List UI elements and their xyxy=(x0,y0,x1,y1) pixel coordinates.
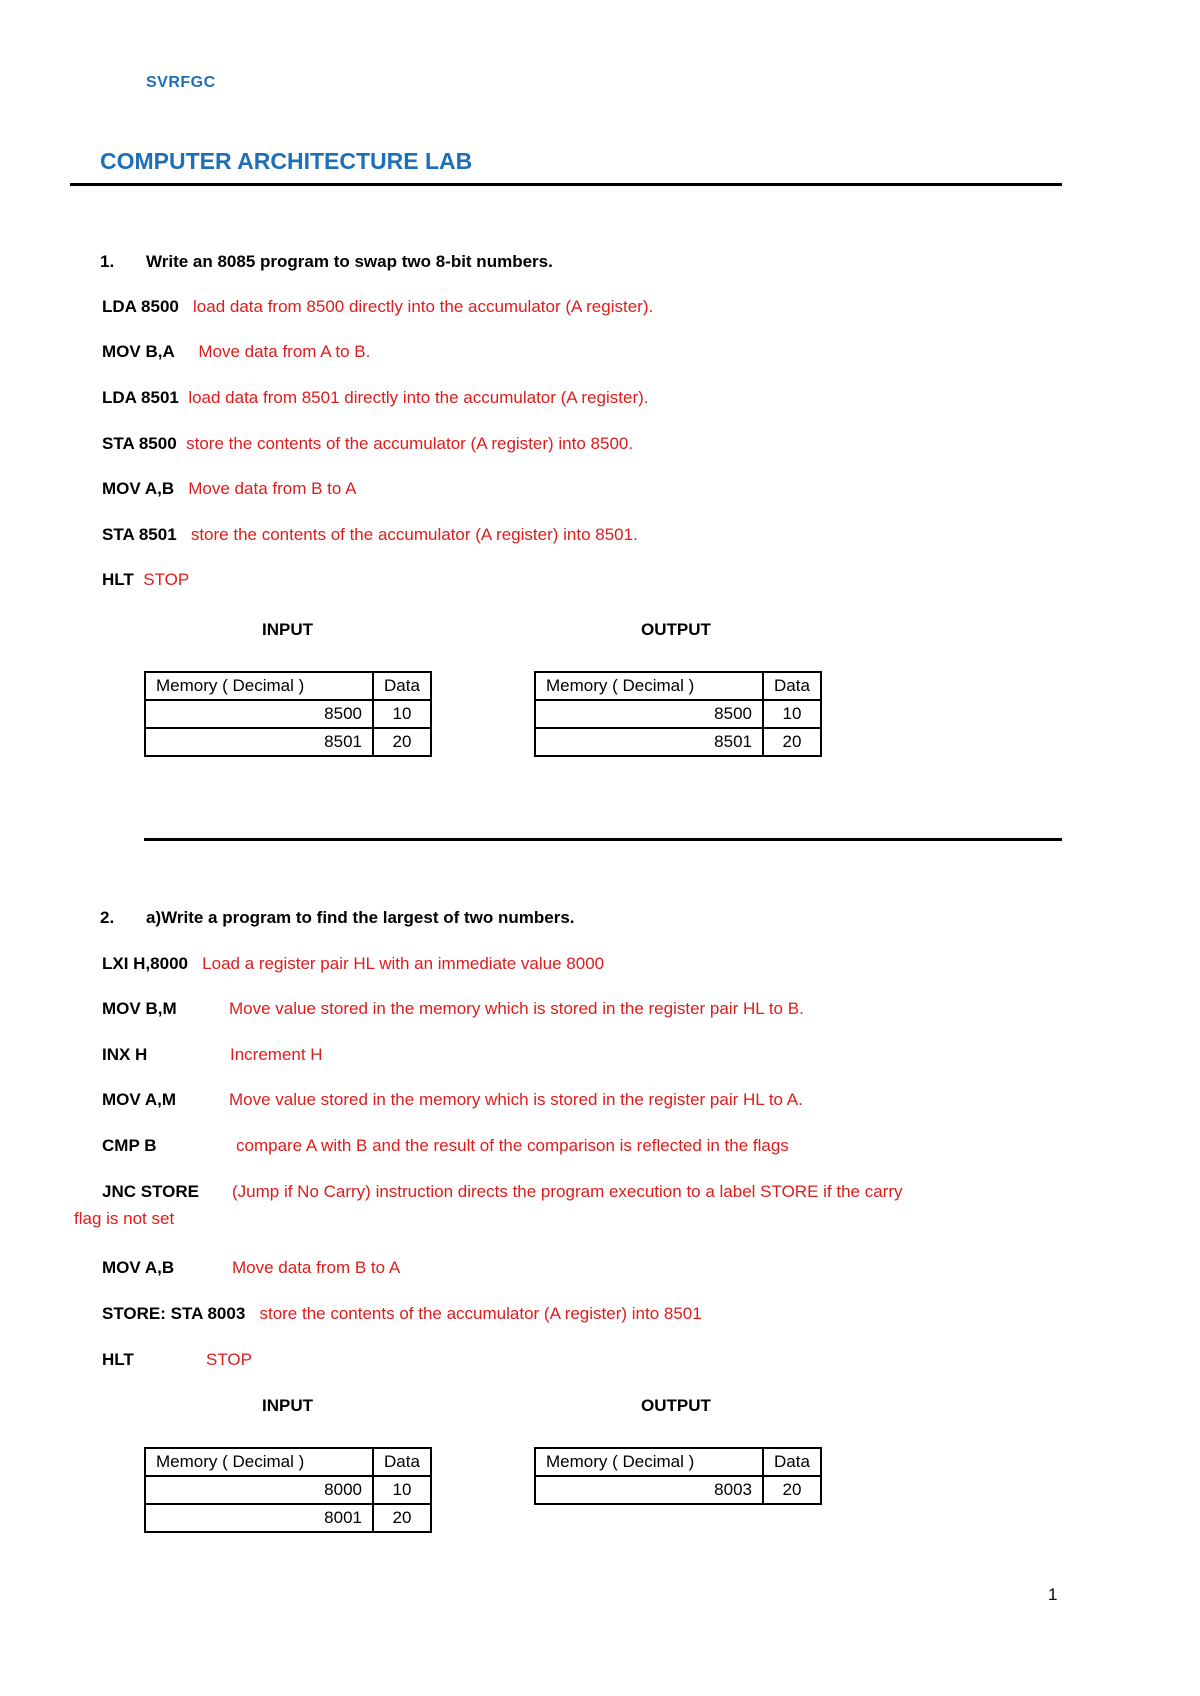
instruction-code: HLT xyxy=(102,570,134,589)
instruction-code: HLT xyxy=(102,1350,134,1369)
q2-comment xyxy=(206,1350,252,1370)
instruction-comment: STOP xyxy=(143,570,190,589)
instruction-code: LDA 8501 xyxy=(102,388,179,407)
column-header: Memory ( Decimal ) xyxy=(535,672,763,700)
instruction-comment: (Jump if No Carry) instruction directs the program execution to a label STORE if the carry xyxy=(232,1182,903,1201)
memory-cell: 8003 xyxy=(535,1476,763,1504)
table-row xyxy=(145,728,431,756)
q1-line xyxy=(102,297,653,317)
q2-heading: a)Write a program to find the largest of two numbers. xyxy=(146,908,575,927)
instruction-code: STA 8501 xyxy=(102,525,177,544)
instruction-code: LXI H,8000 xyxy=(102,954,188,973)
q2-input-table xyxy=(144,1447,432,1533)
column-header: Data xyxy=(763,1448,821,1476)
instruction-comment: store the contents of the accumulator (A register) into 8500. xyxy=(186,434,634,453)
column-header: Memory ( Decimal ) xyxy=(145,1448,373,1476)
title-divider xyxy=(70,183,1062,186)
instruction-comment: Move value stored in the memory which is stored in the register pair HL to B. xyxy=(229,999,804,1018)
q1-input-table xyxy=(144,671,432,757)
q1-number: 1. xyxy=(100,252,115,271)
data-cell: 20 xyxy=(763,728,821,756)
memory-cell: 8501 xyxy=(535,728,763,756)
instruction-code: JNC STORE xyxy=(102,1182,199,1201)
instruction-comment: Increment H xyxy=(230,1045,323,1064)
table-row xyxy=(145,700,431,728)
data-cell: 20 xyxy=(373,1504,431,1532)
table-header-row xyxy=(145,1448,431,1476)
input-caption: INPUT xyxy=(262,1396,313,1415)
instruction-code: CMP B xyxy=(102,1136,157,1155)
q2-line xyxy=(102,1258,174,1278)
table-row xyxy=(535,1476,821,1504)
instruction-comment: Load a register pair HL with an immediate value 8000 xyxy=(202,954,605,973)
q2-line xyxy=(102,1136,156,1156)
instruction-comment: Move value stored in the memory which is stored in the register pair HL to A. xyxy=(229,1090,803,1109)
output-caption: OUTPUT xyxy=(641,1396,711,1415)
q2-line xyxy=(102,1045,147,1065)
q2-comment-continuation xyxy=(74,1209,174,1229)
table-row xyxy=(535,728,821,756)
q2-comment xyxy=(232,1182,903,1202)
q1-output-table xyxy=(534,671,822,757)
q2-line xyxy=(102,1350,134,1370)
q1-line xyxy=(102,479,356,499)
q2-line xyxy=(102,999,177,1019)
instruction-code: MOV A,B xyxy=(102,479,175,498)
column-header: Data xyxy=(373,672,431,700)
q1-heading: Write an 8085 program to swap two 8-bit numbers. xyxy=(146,252,553,271)
memory-cell: 8501 xyxy=(145,728,373,756)
q1-line xyxy=(102,570,189,590)
instruction-code: INX H xyxy=(102,1045,148,1064)
memory-cell: 8500 xyxy=(145,700,373,728)
instruction-comment: Move data from A to B. xyxy=(198,342,371,361)
instruction-code: LDA 8500 xyxy=(102,297,179,316)
column-header: Data xyxy=(763,672,821,700)
column-header: Memory ( Decimal ) xyxy=(145,672,373,700)
instruction-comment: store the contents of the accumulator (A register) into 8501. xyxy=(190,525,638,544)
instruction-comment: Move data from B to A xyxy=(188,479,357,498)
instruction-code: MOV B,M xyxy=(102,999,177,1018)
column-header: Memory ( Decimal ) xyxy=(535,1448,763,1476)
page-number: 1 xyxy=(1048,1585,1058,1604)
table-header-row xyxy=(535,672,821,700)
instruction-comment: store the contents of the accumulator (A register) into 8501 xyxy=(259,1304,702,1323)
table-row xyxy=(145,1504,431,1532)
instruction-comment: load data from 8501 directly into the accumulator (A register). xyxy=(188,388,649,407)
q1-line xyxy=(102,525,638,545)
table-header-row xyxy=(145,672,431,700)
q2-comment xyxy=(229,1090,803,1110)
instruction-comment: STOP xyxy=(206,1350,252,1369)
instruction-comment: compare A with B and the result of the comparison is reflected in the flags xyxy=(236,1136,789,1155)
table-row xyxy=(535,700,821,728)
q2-output-table xyxy=(534,1447,822,1505)
instruction-code: MOV A,B xyxy=(102,1258,175,1277)
memory-cell: 8000 xyxy=(145,1476,373,1504)
instruction-code: STA 8500 xyxy=(102,434,177,453)
q2-line xyxy=(102,1182,199,1202)
page-title: COMPUTER ARCHITECTURE LAB xyxy=(100,148,473,174)
table-row xyxy=(145,1476,431,1504)
data-cell: 10 xyxy=(763,700,821,728)
org-label: SVRFGC xyxy=(146,74,216,91)
q1-line xyxy=(102,434,633,454)
q2-line xyxy=(102,954,604,974)
table-header-row xyxy=(535,1448,821,1476)
q2-line xyxy=(102,1090,176,1110)
instruction-code: STORE: STA 8003 xyxy=(102,1304,246,1323)
data-cell: 10 xyxy=(373,700,431,728)
memory-cell: 8001 xyxy=(145,1504,373,1532)
q2-number: 2. xyxy=(100,908,115,927)
instruction-comment: flag is not set xyxy=(74,1209,175,1228)
q1-line xyxy=(102,342,370,362)
q2-comment xyxy=(232,1258,400,1278)
column-header: Data xyxy=(373,1448,431,1476)
q2-comment xyxy=(229,999,804,1019)
q2-line xyxy=(102,1304,702,1324)
instruction-code: MOV A,M xyxy=(102,1090,176,1109)
input-caption: INPUT xyxy=(262,620,313,639)
output-caption: OUTPUT xyxy=(641,620,711,639)
q2-comment xyxy=(230,1045,323,1065)
q2-comment xyxy=(236,1136,789,1156)
section-divider xyxy=(144,838,1062,841)
instruction-comment: Move data from B to A xyxy=(232,1258,401,1277)
data-cell: 20 xyxy=(373,728,431,756)
data-cell: 20 xyxy=(763,1476,821,1504)
q1-line xyxy=(102,388,648,408)
instruction-code: MOV B,A xyxy=(102,342,175,361)
memory-cell: 8500 xyxy=(535,700,763,728)
data-cell: 10 xyxy=(373,1476,431,1504)
instruction-comment: load data from 8500 directly into the accumulator (A register). xyxy=(193,297,654,316)
